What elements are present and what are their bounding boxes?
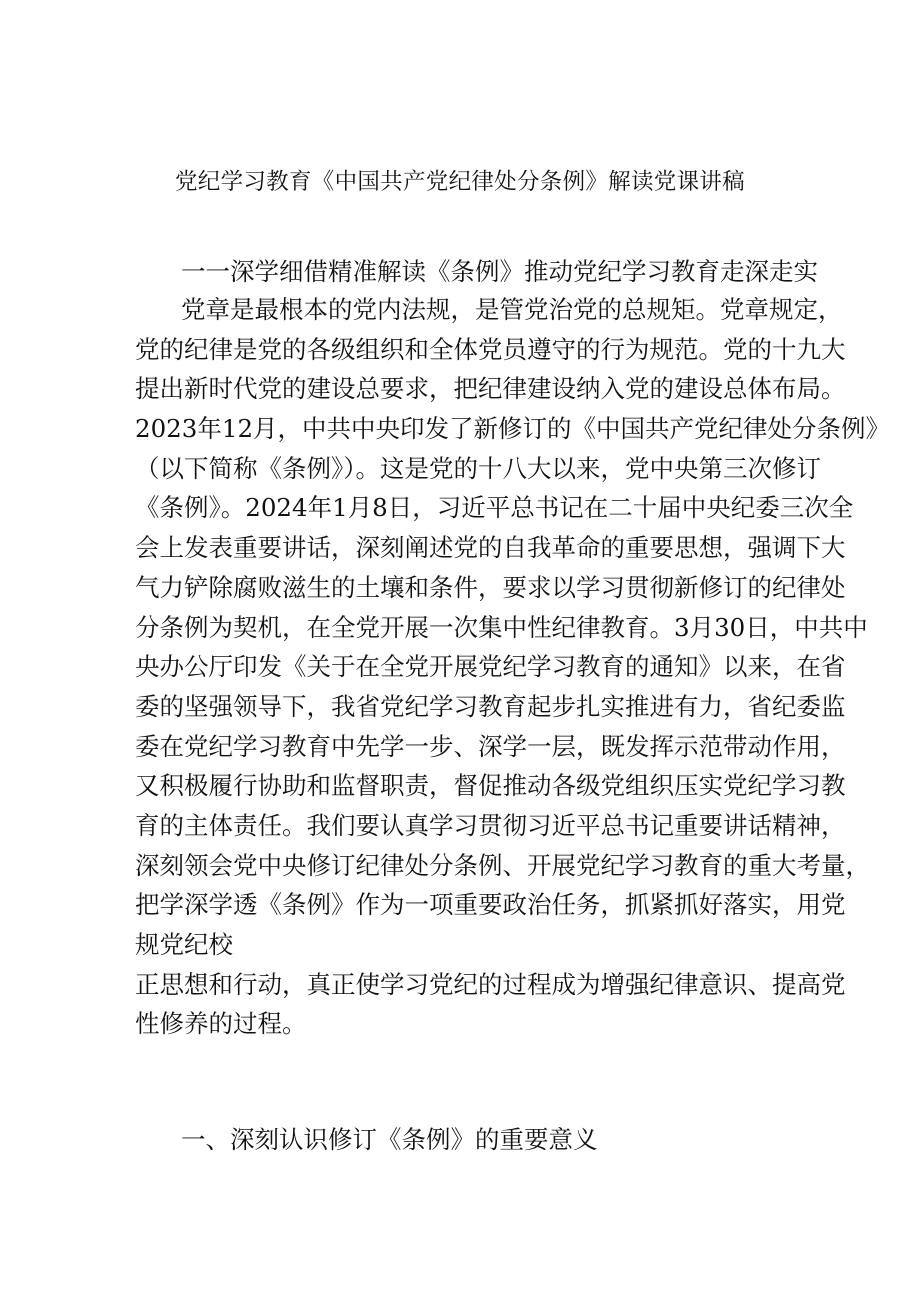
paragraph-line: 育的主体责任。我们要认真学习贯彻习近平总书记重要讲话精神， bbox=[135, 810, 846, 840]
document-subtitle: 一一深学细借精准解读《条例》推动党纪学习教育走深走实 bbox=[181, 257, 818, 286]
paragraph-line: 规党纪校 bbox=[135, 930, 233, 959]
paragraph-line: 提出新时代党的建设总要求，把纪律建设纳入党的建设总体布局。 bbox=[135, 374, 846, 404]
paragraph-line: 央办公厅印发《关于在全党开展党纪学习教育的通知》以来，在省 bbox=[135, 652, 846, 682]
paragraph-line: 《条例》。2024年1月8日，习近平总书记在二十届中央纪委三次全 bbox=[135, 493, 854, 523]
paragraph-line: 气力铲除腐败滋生的土壤和条件，要求以学习贯彻新修订的纪律处 bbox=[135, 572, 846, 602]
paragraph-line: 会上发表重要讲话，深刻阐述党的自我革命的重要思想，强调下大 bbox=[135, 533, 846, 563]
paragraph-line: 委的坚强领导下，我省党纪学习教育起步扎实推进有力，省纪委监 bbox=[135, 691, 846, 721]
body-paragraph bbox=[135, 290, 891, 1044]
paragraph-line: 党的纪律是党的各级组织和全体党员遵守的行为规范。党的十九大 bbox=[135, 334, 846, 364]
paragraph-line: 委在党纪学习教育中先学一步、深学一层，既发挥示范带动作用， bbox=[135, 731, 846, 761]
paragraph-line: 2023年12月，中共中央印发了新修订的《中国共产党纪律处分条例》 bbox=[135, 414, 891, 444]
document-title: 党纪学习教育《中国共产党纪律处分条例》解读党课讲稿 bbox=[174, 169, 745, 195]
paragraph-line: 党章是最根本的党内法规，是管党治党的总规矩。党章规定， bbox=[181, 295, 843, 324]
paragraph-line: 把学深学透《条例》作为一项重要政治任务，抓紧抓好落实，用党 bbox=[135, 890, 846, 920]
section-heading: 一、深刻认识修订《条例》的重要意义 bbox=[181, 1125, 598, 1154]
paragraph-line: 性修养的过程。 bbox=[135, 1009, 307, 1039]
paragraph-line: 深刻领会党中央修订纪律处分条例、开展党纪学习教育的重大考量， bbox=[135, 850, 870, 880]
paragraph-line: （以下简称《条例》）。这是党的十八大以来，党中央第三次修订 bbox=[135, 453, 821, 483]
paragraph-line: 分条例为契机，在全党开展一次集中性纪律教育。3月30日，中共中 bbox=[135, 612, 868, 642]
paragraph-line: 正思想和行动，真正使学习党纪的过程成为增强纪律意识、提高党 bbox=[135, 969, 846, 999]
paragraph-line: 又积极履行协助和监督职责，督促推动各级党组织压实党纪学习教 bbox=[135, 771, 846, 801]
